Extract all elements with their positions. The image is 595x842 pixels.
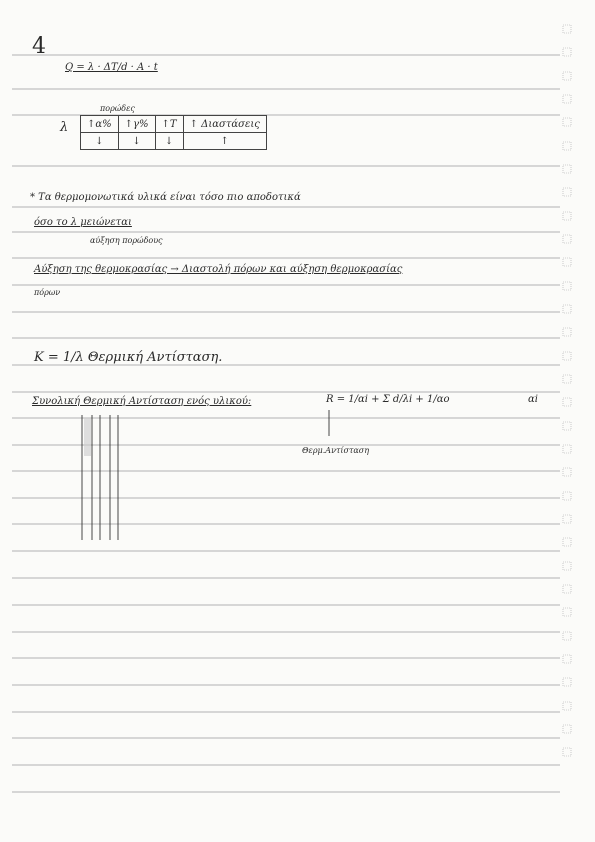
table-header: ↑ Διαστάσεις xyxy=(183,116,266,133)
resistance-definition: K = 1/λ Θερμική Αντίσταση. xyxy=(34,350,223,365)
heat-flow-formula: Q = λ · ΔT/d · A · t xyxy=(65,62,158,73)
table-header: ↑α% xyxy=(81,116,119,133)
table-cell: ↓ xyxy=(155,133,183,150)
table-row-label: λ xyxy=(60,120,69,135)
note-line-4: πόρων xyxy=(34,288,61,297)
note-line-2: όσο το λ μειώνεται xyxy=(34,217,132,228)
table-header: ↑γ% xyxy=(118,116,155,133)
note-small: αύξηση πορώδους xyxy=(90,236,163,245)
table-row xyxy=(81,133,267,150)
table-cell: ↓ xyxy=(118,133,155,150)
arrow-label: Θερμ.Αντίσταση xyxy=(302,446,370,455)
total-resistance-tail: αi xyxy=(528,394,538,405)
table-header: ↑T xyxy=(155,116,183,133)
table-cell: ↑ xyxy=(183,133,266,150)
property-table xyxy=(80,115,267,150)
table-cell: ↓ xyxy=(81,133,119,150)
table-row xyxy=(81,116,267,133)
page-number: 4 xyxy=(32,34,46,59)
total-resistance-label: Συνολική Θερμική Αντίσταση ενός υλικού: xyxy=(32,396,252,407)
wall-sketch xyxy=(82,415,118,540)
porosity-label: πορώδες xyxy=(100,104,135,113)
note-line-3: Αύξηση της θερμοκρασίας → Διαστολή πόρων και αύξηση θερμοκρασίας xyxy=(34,264,403,275)
total-resistance-formula: R = 1/αi + Σ d/λi + 1/αo xyxy=(326,394,450,405)
note-line-1: * Τα θερμομονωτικά υλικά είναι τόσο πιο αποδοτικά xyxy=(30,192,301,203)
